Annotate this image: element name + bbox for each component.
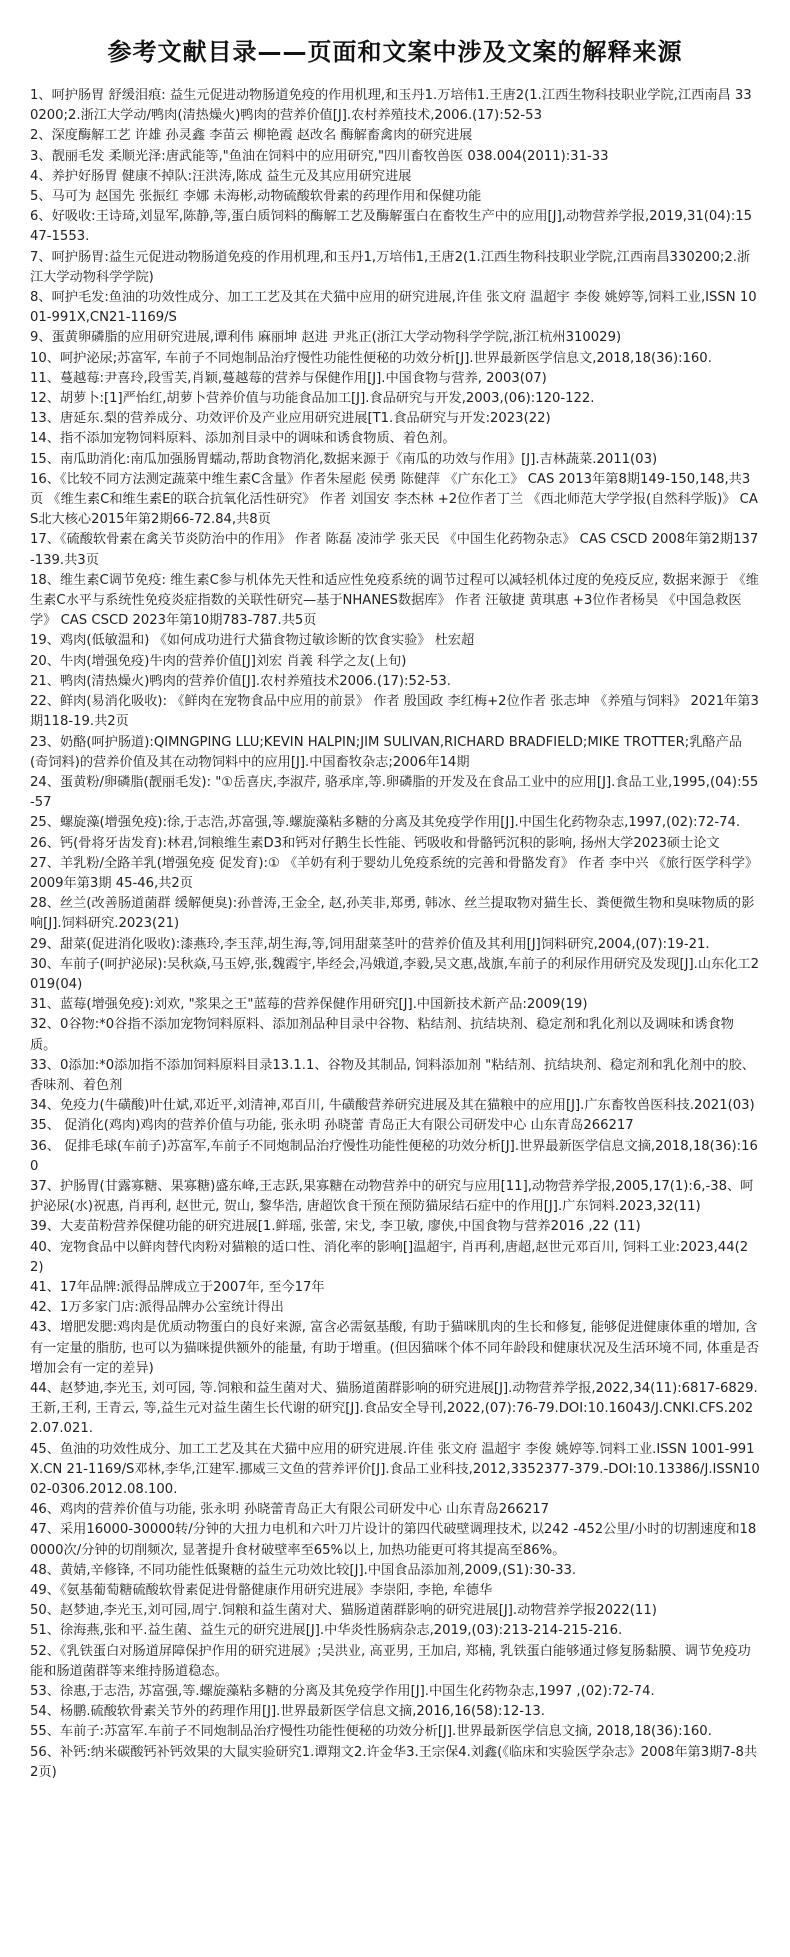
reference-item: 22、鲜肉(易消化吸收): 《鲜肉在宠物食品中应用的前景》 作者 殷国政 李红梅+2位作者 张志坤 《养殖与饲料》 2021年第3期118-19.共2页 (30, 694, 759, 730)
reference-item: 1、呵护肠胃 舒缓泪痕: 益生元促进动物肠道免疫的作用机理,和玉丹1.万培伟1.王唐2(1.江西生物科技职业学院,江西南昌 330200;2.浙江大学动/鸭肉(清热燥火)鸭肉的营养价值[J].农村养殖技术,2006.(17):52-53 (30, 88, 752, 124)
reference-item: 35、 促消化(鸡肉)鸡肉的营养价值与功能, 张永明 孙晓蕾 青岛正大有限公司研发中心 山东青岛266217 (30, 1118, 634, 1134)
reference-item: 23、奶酪(呵护肠道):QIMNGPING LLU;KEVIN HALPIN;JIM SULIVAN,RICHARD BRADFIELD;MIKE TROTTER;乳酪产品(奇饲料)的营养价值及其在动物饲料中的应用[J].中国畜牧杂志;2006年14期 (30, 734, 742, 770)
reference-item: 5、马可为 赵国先 张振红 李娜 未海彬,动物硫酸软骨素的药理作用和保健功能 (30, 189, 482, 205)
reference-item: 42、1万多家门店:派得品牌办公室统计得出 (30, 1300, 284, 1316)
reference-item: 8、呵护毛发:鱼油的功效性成分、加工工艺及其在犬猫中应用的研究进展,许佳 张文府 温超宇 李俊 姚婷等,饲料工业,ISSN 1001-991X,CN21-1169/S (30, 290, 757, 326)
reference-item: 45、鱼油的功效性成分、加工工艺及其在犬猫中应用的研究进展.许佳 张文府 温超宇 李俊 姚婷等.饲料工业.ISSN 1001-991X.CN 21-1169/S邓林,李华,江建军.挪威三文鱼的营养评价[J].食品工业科技,2012,3352377-379.-DOI:10.13386/J.ISSN1002-0306.2012.08.100. (30, 1441, 760, 1498)
reference-item: 51、徐海燕,张和平.益生菌、益生元的研究进展[J].中华炎性肠病杂志,2019,(03):213-214-215-216. (30, 1623, 623, 1639)
reference-item: 25、螺旋藻(增强免疫):徐,于志浩,苏富强,等.螺旋藻粘多糖的分离及其免疫学作用[J].中国生化药物杂志,1997,(02):72-74. (30, 815, 741, 831)
reference-list (30, 86, 760, 1783)
reference-item: 41、17年品牌:派得品牌成立于2007年, 至今17年 (30, 1279, 325, 1295)
reference-item: 19、鸡肉(低敏温和) 《如何成功进行犬猫食物过敏诊断的饮食实验》 杜宏超 (30, 633, 475, 649)
reference-item: 15、南瓜助消化:南瓜加强肠胃蠕动,帮助食物消化,数据来源于《南瓜的功效与作用》[J].吉林蔬菜.2011(03) (30, 451, 658, 467)
reference-item: 53、徐惠,于志浩, 苏富强,等.螺旋藻粘多糖的分离及其免疫学作用[J].中国生化药物杂志,1997 ,(02):72-74. (30, 1684, 655, 1700)
reference-item: 55、车前子:苏富军.车前子不同炮制品治疗慢性功能性便秘的功效分析[J].世界最新医学信息文摘, 2018,18(36):160. (30, 1724, 712, 1740)
reference-item: 54、杨鹏.硫酸软骨素关节外的药理作用[J].世界最新医学信息文摘,2016,16(58):12-13. (30, 1704, 545, 1720)
reference-item: 40、宠物食品中以鲜肉替代肉粉对猫粮的适口性、消化率的影响[]温超宇, 肖再利,唐超,赵世元邓百川, 饲料工业:2023,44(22) (30, 1239, 749, 1275)
reference-item: 44、赵梦迪,李光玉, 刘可园, 等.饲粮和益生菌对犬、猫肠道菌群影响的研究进展[J].动物营养学报,2022,34(11):6817-6829.王新,王利, 王青云, 等,益生元对益生菌生长代谢的研究[J].食品安全导刊,2022,(07):76-79.DOI:10.16043/J.CNKI.CFS.2022.07.021. (30, 1381, 758, 1437)
reference-item: 26、钙(骨将牙齿发育):林君,饲粮维生素D3和钙对仔鹅生长性能、钙吸收和骨骼钙沉积的影响, 扬州大学2023硕士论文 (30, 835, 720, 851)
reference-item: 6、好吸收:王诗琦,刘显军,陈静,等,蛋白质饲料的酶解工艺及酶解蛋白在畜牧生产中的应用[J],动物营养学报,2019,31(04):1547-1553. (30, 209, 753, 245)
reference-item: 48、黄婧,辛修锋, 不同功能性低聚糖的益生元功效比较[J].中国食品添加剂,2009,(S1):30-33. (30, 1562, 577, 1578)
reference-item: 32、0谷物:*0谷指不添加宠物饲料原料、添加剂品种目录中谷物、粘结剂、抗结块剂、稳定剂和乳化剂以及调味和诱食物质。 (30, 1017, 734, 1053)
reference-item: 7、呵护肠胃:益生元促进动物肠道免疫的作用机理,和玉丹1,万培伟1,王唐2(1.江西生物科技职业学院,江西南昌330200;2.浙江大学动物科学学院) (30, 249, 751, 285)
reference-item: 2、深度酶解工艺 许雄 孙灵鑫 李苗云 柳艳霞 赵改名 酶解畜禽肉的研究进展 (30, 128, 473, 144)
reference-item: 14、指不添加宠物饲料原料、添加剂目录中的调味和诱食物质、着色剂。 (30, 431, 456, 447)
reference-item: 21、鸭肉(清热燥火)鸭肉的营养价值[J].农村养殖技术2006.(17):52-53. (30, 673, 451, 689)
reference-item: 46、鸡肉的营养价值与功能, 张永明 孙晓蕾青岛正大有限公司研发中心 山东青岛266217 (30, 1502, 550, 1518)
reference-item: 12、胡萝卜:[1]严怡红,胡萝卜营养价值与功能食品加工[J].食品研究与开发,2003,(06):120-122. (30, 391, 595, 407)
reference-item: 29、甜菜(促进消化吸收):漆燕玲,李玉萍,胡生海,等,饲用甜菜茎叶的营养价值及其利用[J]饲料研究,2004,(07):19-21. (30, 936, 710, 952)
reference-item: 49、《氨基葡萄糖硫酸软骨素促进骨骼健康作用研究进展》李崇阳, 李艳, 牟德华 (30, 1583, 493, 1599)
reference-item: 18、维生素C调节免疫: 维生素C参与机体先天性和适应性免疫系统的调节过程可以减轻机体过度的免疫反应, 数据来源于 《维生素C水平与系统性免疫炎症指数的关联性研究—基于NHANES数据库》 作者 汪敏捷 黄琪惠 +3位作者杨昊 《中国急救医学》 CAS CSCD 2023年第10期783-787.共5页 (30, 572, 759, 629)
reference-item: 4、养护好肠胃 健康不掉队:汪洪涛,陈成 益生元及其应用研究进展 (30, 168, 412, 184)
reference-item: 36、 促排毛球(车前子)苏富军,车前子不同炮制品治疗慢性功能性便秘的功效分析[J].世界最新医学信息文摘,2018,18(36):160 (30, 1138, 758, 1174)
reference-item: 16、《比较不同方法测定蔬菜中维生素C含量》作者朱屋彪 侯勇 陈健萍 《广东化工》 CAS 2013年第8期149-150,148,共3页 《维生素C和维生素E的联合抗氧化活性研究》 作者 刘国安 李杰林 +2位作者丁兰 《西北师范大学学报(自然科学版)》 CAS北大核心2015年第2期66-72.84,共8页 (30, 471, 758, 528)
reference-item: 37、护肠胃(甘露寡糖、果寡糖)盛东峰,王志跃,果寡糖在动物营养中的研究与应用[11],动物营养学报,2005,17(1):6,-38、呵护泌尿(水)祝惠, 肖再利, 赵世元, 贺山, 黎华浩, 唐超饮食干预在预防猫尿结石症中的作用[J].广东饲料.2023,32(11) (30, 1178, 754, 1215)
reference-item: 47、采用16000-30000转/分钟的大扭力电机和六叶刀片设计的第四代破壁调理技术, 以242 -452公里/小时的切割速度和180000次/分钟的切削频次, 显著提升食材破壁率至65%以上, 加热功能更可将其提高至86%。 (30, 1522, 757, 1558)
reference-item: 17、《硫酸软骨素在禽关节炎防治中的作用》 作者 陈磊 凌沛学 张天民 《中国生化药物杂志》 CAS CSCD 2008年第2期137-139.共3页 (30, 532, 759, 568)
reference-item: 9、蛋黄卵磷脂的应用研究进展,谭利伟 麻丽坤 赵进 尹兆正(浙江大学动物科学学院,浙江杭州310029) (30, 330, 622, 346)
reference-item: 52、《乳铁蛋白对肠道屏障保护作用的研究进展》;吴洪业, 高亚男, 王加启, 郑楠, 乳铁蛋白能够通过修复肠黏膜、调节免疫功能和肠道菌群等来维持肠道稳态。 (30, 1643, 751, 1679)
reference-item: 39、大麦苗粉营养保健功能的研究进展[1.鲜瑶, 张蕾, 宋戈, 李卫敏, 廖侠,中国食物与营养2016 ,22 (11) (30, 1219, 641, 1235)
reference-item: 28、丝兰(改善肠道菌群 缓解便臭):孙普涛,王金全, 赵,孙芙非,郑勇, 韩冰、丝兰提取物对猫生长、粪便微生物和臭味物质的影响[J].饲料研究.2023(21) (30, 896, 755, 932)
reference-item: 13、唐延东.梨的营养成分、功效评价及产业应用研究进展[T1.食品研究与开发:2023(22) (30, 411, 551, 427)
reference-item: 3、靓丽毛发 柔顺光泽:唐武能等,"鱼油在饲料中的应用研究,"四川畜牧兽医 038.004(2011):31-33 (30, 148, 609, 164)
page-title: 参考文献目录——页面和文案中涉及文案的解释来源 (107, 38, 683, 66)
reference-item: 31、蓝莓(增强免疫):刘欢, "浆果之王"蓝莓的营养保健作用研究[J].中国新技术新产品:2009(19) (30, 997, 588, 1013)
reference-item: 30、车前子(呵护泌尿):吴秋焱,马玉婷,张,魏霞宇,毕经会,冯娥道,李毅,吴文惠,战旗,车前子的利尿作用研究及发现[J].山东化工2019(04) (30, 956, 759, 992)
reference-item: 20、牛肉(增强免疫)牛肉的营养价值[J]刘宏 肖義 科学之友(上旬) (30, 653, 407, 669)
reference-item: 56、补钙:纳米碳酸钙补钙效果的大鼠实验研究1.谭翔文2.许金华3.王宗保4.刘鑫(《临床和实验医学杂志》2008年第3期7-8共2页) (30, 1744, 758, 1780)
reference-item: 27、羊乳粉/全路羊乳(增强免疫 促发育):① 《羊奶有利于婴幼儿免疫系统的完善和骨骼发育》 作者 李中兴 《旅行医学科学》 2009年第3期 45-46,共2页 (30, 855, 759, 891)
reference-item: 10、呵护泌尿;苏富军, 车前子不同炮制品治疗慢性功能性便秘的功效分析[J].世界最新医学信息文,2018,18(36):160. (30, 350, 712, 366)
reference-item: 43、增肥发腮:鸡肉是优质动物蛋白的良好来源, 富含必需氨基酸, 有助于猫咪肌肉的生长和修复, 能够促进健康体重的增加, 含有一定量的脂肪, 也可以为猫咪提供额外的能量, 有助于增重。(但因猫咪个体不同年龄段和健康状况及生活环境不同, 体重是否增加会有一定的差异) (30, 1320, 760, 1376)
reference-item: 50、赵梦迪,李光玉,刘可园,周宁.饲粮和益生菌对犬、猫肠道菌群影响的研究进展[J].动物营养学报2022(11) (30, 1603, 657, 1619)
reference-item: 24、蛋黄粉/卵磷脂(靓丽毛发): "①岳喜庆,李淑芹, 骆承庠,等.卵磷脂的开发及在食品工业中的应用[J].食品工业,1995,(04):55-57 (30, 774, 759, 811)
reference-item: 34、免疫力(牛磺酸)叶仕斌,邓近平,刘清神,邓百川, 牛磺酸营养研究进展及其在猫粮中的应用[J].广东畜牧兽医科技.2021(03) (30, 1098, 755, 1114)
reference-item: 33、0添加:*0添加指不添加饲料原料目录13.1.1、谷物及其制品, 饲料添加剂 "粘结剂、抗结块剂、稳定剂和乳化剂中的胶、香味剂、着色剂 (30, 1057, 755, 1093)
reference-item: 11、蔓越莓:尹喜玲,段雪芙,肖颖,蔓越莓的营养与保健作用[J].中国食物与营养, 2003(07) (30, 370, 547, 386)
